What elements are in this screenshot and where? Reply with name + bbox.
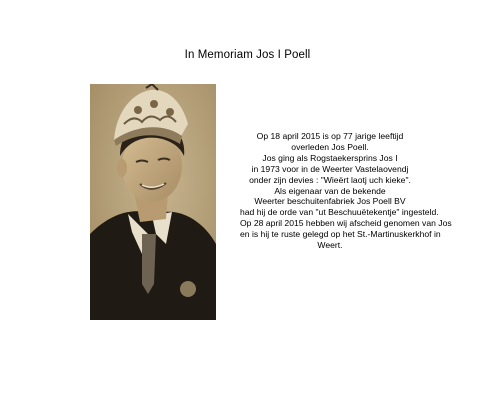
memoriam-line: Weert.: [317, 240, 343, 251]
memoriam-line: overleden Jos Poell.: [291, 141, 369, 152]
page-title: In Memoriam Jos I Poell: [184, 49, 311, 61]
portrait-photo: [90, 84, 216, 320]
memoriam-line: onder zijn devies : "Wieërt laotj uch kieke".: [249, 174, 411, 185]
memoriam-text: [240, 131, 452, 251]
memoriam-line: Jos ging als Rogstaekersprins Jos I: [262, 152, 398, 163]
memoriam-line: Weerter beschuitenfabriek Jos Poell BV: [254, 196, 406, 207]
memoriam-line: Als eigenaar van de bekende: [274, 185, 386, 196]
memoriam-line: Op 28 april 2015 hebben wij afscheid genomen van Jos: [240, 218, 452, 229]
memoriam-line: in 1973 voor in de Weerter Vastelaovendj: [251, 163, 409, 174]
memoriam-line: had hij de orde van "ut Beschuuëtekentje" ingesteld.: [240, 207, 439, 218]
memoriam-line: en is hij te ruste gelegd op het St.-Martinuskerkhof in: [240, 229, 441, 240]
memoriam-line: Op 18 april 2015 is op 77 jarige leeftijd: [256, 131, 404, 141]
